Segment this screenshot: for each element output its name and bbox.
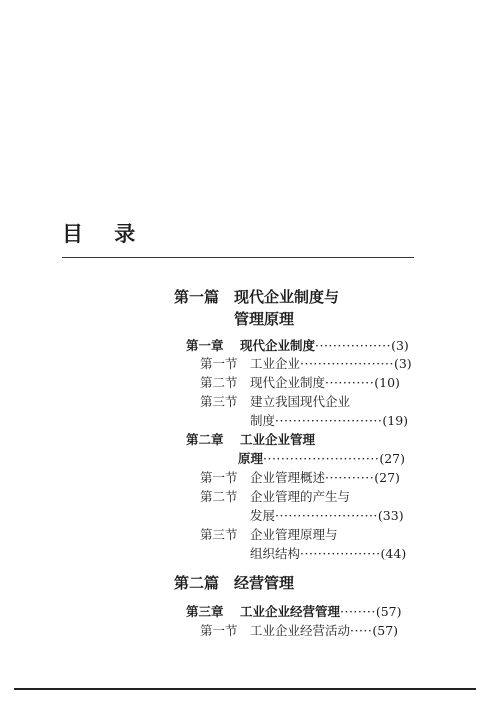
section-label: 第一节 — [200, 623, 238, 638]
section-label: 第一节 — [200, 470, 238, 485]
section-title: 工业企业经营活动 — [250, 623, 351, 638]
section-title: 建立我国现代企业 — [250, 394, 351, 409]
toc-section-1-1 — [200, 356, 412, 372]
chapter-title: 工业企业经营管理 — [240, 604, 341, 619]
chapter-label: 第三章 — [186, 604, 224, 619]
section-title: 企业管理原理与 — [250, 527, 338, 542]
leader-dots: ····· — [350, 623, 373, 638]
toc-section-1-2 — [200, 375, 400, 391]
leader-dots: ················· — [315, 338, 392, 353]
page-number: (10) — [374, 375, 400, 390]
toc-section-2-2-cont — [250, 508, 404, 524]
leader-dots: ·················· — [300, 546, 381, 561]
page-number: (33) — [377, 508, 404, 523]
page-number: (57) — [375, 604, 402, 619]
section-label: 第三节 — [200, 394, 238, 409]
toc-section-1-3 — [200, 394, 350, 410]
page-number: (19) — [382, 413, 409, 428]
part-title: 经营管理 — [234, 574, 295, 592]
part-title: 现代企业制度与 — [234, 288, 340, 306]
toc-section-2-1 — [200, 470, 400, 486]
chapter-title-cont: 原理 — [238, 451, 264, 466]
leader-dots: ··········· — [325, 470, 375, 485]
section-title: 现代企业制度 — [250, 375, 326, 390]
chapter-label: 第二章 — [186, 432, 224, 447]
title-divider — [62, 257, 414, 258]
section-title: 企业管理的产生与 — [250, 489, 351, 504]
part-label: 第一篇 — [174, 288, 220, 306]
section-title: 企业管理概述 — [250, 470, 326, 485]
leader-dots: ·························· — [263, 451, 380, 466]
section-label: 第二节 — [200, 489, 238, 504]
toc-chapter-3 — [186, 604, 401, 620]
toc-section-2-2 — [200, 489, 350, 505]
toc-section-2-3 — [200, 527, 338, 543]
toc-section-1-3-cont — [250, 413, 408, 429]
page-number: (3) — [393, 356, 412, 371]
section-title-cont: 制度 — [250, 413, 276, 428]
section-label: 第一节 — [200, 356, 238, 371]
part-label: 第二篇 — [174, 574, 220, 592]
toc-part-1-cont — [234, 310, 294, 328]
section-label: 第三节 — [200, 527, 238, 542]
chapter-label: 第一章 — [186, 338, 224, 353]
page-title: 目 录 — [62, 222, 148, 246]
section-label: 第二节 — [200, 375, 238, 390]
page-bottom-rule — [14, 688, 476, 690]
leader-dots: ··········· — [325, 375, 375, 390]
toc-section-2-3-cont — [250, 546, 406, 562]
page-number: (27) — [374, 470, 400, 485]
page-number: (27) — [379, 451, 405, 466]
part-title-cont: 管理原理 — [234, 310, 295, 328]
leader-dots: ························ — [275, 413, 383, 428]
chapter-title: 工业企业管理 — [240, 432, 316, 447]
page-number: (44) — [380, 546, 407, 561]
toc-chapter-2 — [186, 432, 315, 448]
leader-dots: ······················· — [275, 508, 378, 523]
toc-chapter-1 — [186, 338, 409, 354]
page-number: (3) — [391, 338, 409, 353]
toc-section-3-1 — [200, 623, 398, 639]
section-title-cont: 组织结构 — [250, 546, 301, 561]
toc-part-1 — [174, 288, 339, 306]
toc-chapter-2-cont — [238, 451, 405, 467]
section-title-cont: 发展 — [250, 508, 276, 523]
page-number: (57) — [372, 623, 399, 638]
section-title: 工业企业 — [250, 356, 301, 371]
chapter-title: 现代企业制度 — [240, 338, 316, 353]
leader-dots: ········ — [340, 604, 376, 619]
leader-dots: ····················· — [300, 356, 394, 371]
toc-part-2 — [174, 574, 294, 592]
